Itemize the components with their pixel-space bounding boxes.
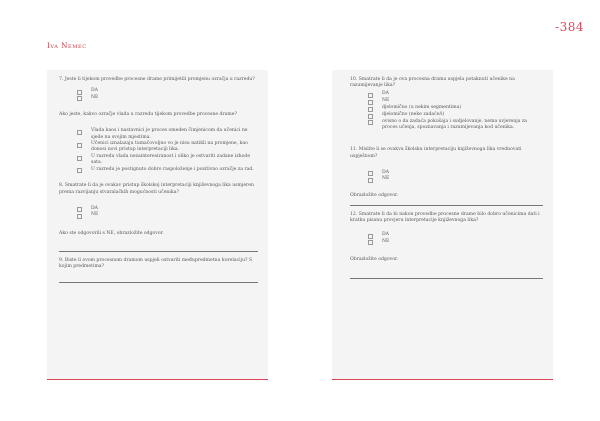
- question-10-options: [350, 91, 543, 131]
- answer-line[interactable]: [350, 205, 543, 206]
- question-7-followup-options: [59, 128, 258, 173]
- option-da[interactable]: DA: [77, 206, 258, 213]
- option-ne[interactable]: NE: [77, 212, 258, 219]
- answer-line[interactable]: [350, 278, 543, 279]
- checkbox-icon: [77, 168, 82, 173]
- checkbox-icon: [77, 143, 82, 148]
- option-4[interactable]: U razredu je postignuto dobro raspoloženje i pozitivno ozračje za rad.: [77, 167, 258, 174]
- option-partial-2[interactable]: djelomično (neke zadaće/i): [368, 112, 543, 119]
- author-name: Iva Nemec: [47, 42, 87, 50]
- question-11-followup: Obrazložite odgovor.: [350, 192, 399, 198]
- checkbox-icon: [368, 93, 373, 98]
- option-1[interactable]: Vlada kaos i nastavnici je proces omeden čimjenicom da učenici ne sjede na svojim mjestima.: [77, 128, 258, 140]
- question-8-options: [59, 206, 258, 219]
- checkbox-icon: [368, 107, 373, 112]
- option-da[interactable]: DA: [77, 88, 258, 95]
- checkbox-icon: [368, 178, 373, 183]
- question-12-options: [350, 232, 543, 245]
- question-10: 10. Smatrate li da je ova procesna drama uspjela potaknuti učenike na razumijevanje lika?: [350, 77, 515, 89]
- question-7-followup: Ako jeste, kakvo ozračje vlada u razredu tijekom provedbe procesne drame?: [59, 112, 237, 118]
- option-ne[interactable]: NE: [77, 95, 258, 102]
- answer-line[interactable]: [59, 282, 258, 283]
- option-ne[interactable]: NE: [368, 239, 543, 246]
- option-3[interactable]: U razredu vlada nezainteresiranost i oliko je ostvariti zadane izhode sata.: [77, 154, 258, 166]
- checkbox-icon: [368, 100, 373, 105]
- option-partial-1[interactable]: djelomično (u nekim segmentima): [368, 105, 543, 112]
- option-ne[interactable]: NE: [368, 98, 543, 105]
- option-da[interactable]: DA: [368, 170, 543, 177]
- question-11-options: [350, 170, 543, 183]
- question-12-followup: Obrazložite odgovor.: [350, 257, 399, 263]
- checkbox-icon: [368, 120, 373, 125]
- option-ne[interactable]: NE: [368, 176, 543, 183]
- question-12: 12. Smatrate li da bi nakon provedbe procesne drame bilo dobro učenicima dati i kratku pisanu provjeru interpretacije književnoga lika?: [350, 211, 540, 224]
- option-da[interactable]: DA: [368, 91, 543, 98]
- answer-line[interactable]: [59, 251, 258, 252]
- option-2[interactable]: Učenici iznalazaju tumačovoljno vo je nisu natikli na promjene, kao donosi novi pristup interpretaciji lika.: [77, 141, 258, 153]
- checkbox-icon: [368, 114, 373, 119]
- checkbox-icon: [77, 130, 82, 135]
- option-other[interactable]: ovisno o da zadaća pokušaja i sudjelovanje, nema uvjerenja za proces učenja, spoznavanja i razumijevanja kod učenika.: [368, 119, 543, 131]
- option-da[interactable]: DA: [368, 232, 543, 239]
- checkbox-icon: [368, 234, 373, 239]
- checkbox-icon: [77, 214, 82, 219]
- question-8: 8. Smatrate li da je ovakav pristup školskoj interpretaciji književnoga lika usmjeren prema razvijanju stvaralačkih mogućnosti učenika?: [59, 183, 254, 195]
- question-8-followup: Ako ste odgovorili s NE, obrazložite odgovor.: [59, 230, 164, 236]
- question-7-options: [59, 88, 258, 101]
- page-number: -384: [555, 20, 584, 34]
- checkbox-icon: [77, 207, 82, 212]
- checkbox-icon: [368, 240, 373, 245]
- checkbox-icon: [77, 156, 82, 161]
- question-11: 11. Mislite li se ovakvu školsku interpretaciju književnoga lika vrednovati uspješnom?: [350, 147, 522, 159]
- question-9: 9. Biste li ovom procesnom dramom uspjeli ostvariti međupredmetnu korelaciju? S kojim predmetima?: [59, 257, 253, 270]
- checkbox-icon: [368, 171, 373, 176]
- checkbox-icon: [77, 90, 82, 95]
- questionnaire-panel-right: [332, 70, 553, 380]
- questionnaire-panel-left: [47, 70, 268, 380]
- checkbox-icon: [77, 96, 82, 101]
- question-7: 7. Jeste li tijekom provedbe procesne drame primijetili promjenu ozračja u razredu?: [59, 77, 255, 82]
